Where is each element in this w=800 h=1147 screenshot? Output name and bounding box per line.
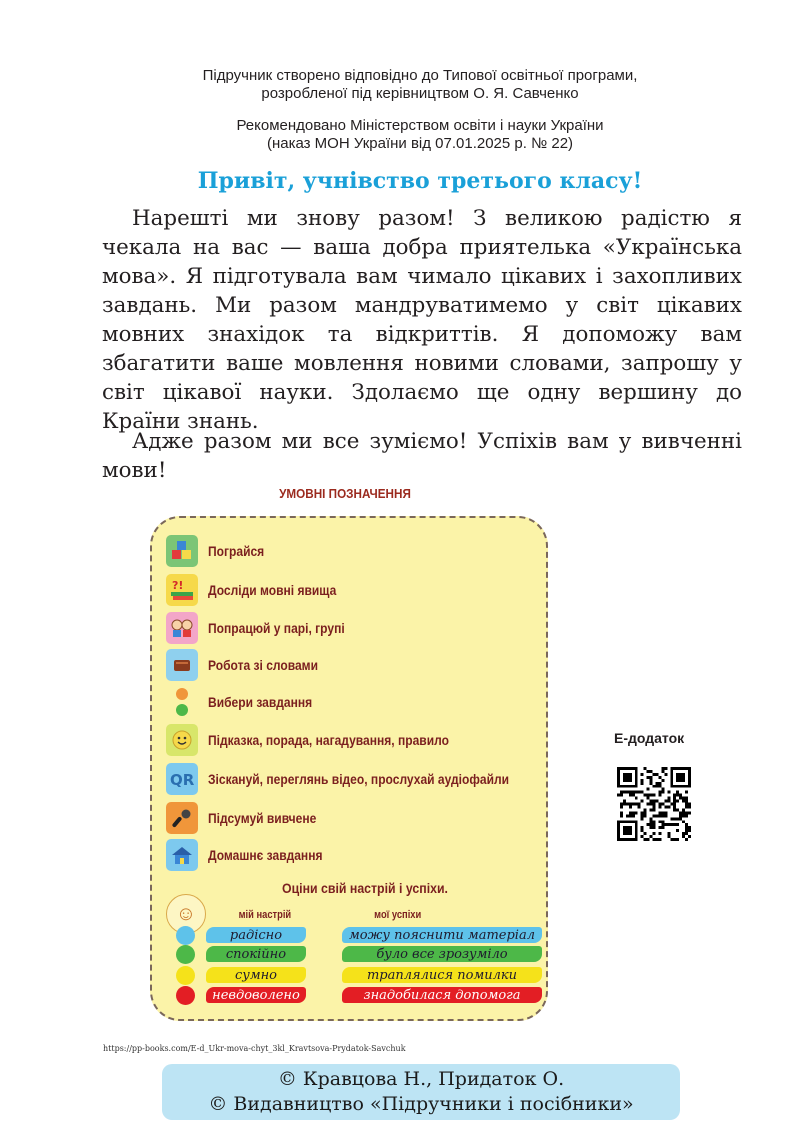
legend-item-label: Зіскануй, переглянь відео, прослухай аудіофайли bbox=[208, 771, 510, 787]
pair-children-icon bbox=[166, 612, 198, 644]
legend-item-summary bbox=[166, 801, 334, 835]
addon-url[interactable]: https://pp-books.com/E-d_Ukr-mova-chyt_3kl_Kravtsova-Prydatok-Savchuk bbox=[103, 1044, 406, 1053]
legend-item-homework bbox=[166, 838, 341, 872]
legend-title: УМОВНІ ПОЗНАЧЕННЯ bbox=[279, 486, 411, 501]
mood-label: радісно bbox=[206, 927, 306, 943]
ministry-note bbox=[100, 117, 740, 153]
intro-paragraph: Нарешті ми знову разом! З великою радістю я чекала на вас — ваша добра приятелька «Українська мова». Я підготувала вам чимало цікавих і захопливих завдань. Ми разом мандруватимемо у світ цікавих мовних знахідок та відкриттів. Я допоможу вам збагатити ваше мовлення новими словами, запрошу у світ цікавої науки. Здолаємо ще одну вершину до Країни знань. bbox=[102, 206, 742, 434]
legend-item-choice bbox=[166, 685, 329, 719]
legend-item-label: Досліди мовні явища bbox=[208, 582, 337, 598]
svg-text:QR: QR bbox=[170, 771, 195, 789]
choice-dots-icon bbox=[166, 688, 198, 716]
success-label: траплялися помилки bbox=[342, 967, 542, 983]
mood-row-sad bbox=[176, 965, 546, 985]
mood-row-joyful bbox=[176, 925, 546, 945]
smiley-face-icon: ☺ bbox=[166, 894, 206, 934]
mood-column-header: мій настрій bbox=[238, 909, 292, 921]
legend-item-pair bbox=[166, 611, 367, 645]
mood-dot bbox=[176, 966, 195, 985]
qr-code-icon[interactable] bbox=[617, 767, 691, 841]
greeting-heading: Привіт, учнівство третього класу! bbox=[197, 168, 643, 194]
qr-scan-icon bbox=[166, 763, 198, 795]
mood-row-unhappy bbox=[176, 985, 546, 1005]
curriculum-note-line2: розробленої під керівництвом О. Я. Савченко bbox=[261, 85, 579, 102]
microphone-icon bbox=[166, 802, 198, 834]
ministry-note-line2: (наказ МОН України від 07.01.2025 р. № 22) bbox=[266, 135, 574, 152]
copyright-publisher: © Видавництво «Підручники і посібники» bbox=[208, 1093, 634, 1115]
mood-dot bbox=[176, 926, 195, 945]
mood-label: сумно bbox=[206, 967, 306, 983]
legend-item-qr bbox=[166, 762, 558, 796]
ministry-note-line1: Рекомендовано Міністерством освіти і науки України bbox=[236, 117, 604, 134]
mood-dot bbox=[176, 986, 195, 1005]
success-label: знадобилася допомога bbox=[342, 987, 542, 1003]
legend-item-label: Пограйся bbox=[208, 543, 265, 559]
play-blocks-icon bbox=[166, 535, 198, 567]
copyright-box bbox=[162, 1064, 680, 1120]
smiley-hint-icon bbox=[166, 724, 198, 756]
curriculum-note-line1: Підручник створено відповідно до Типової освітньої програми, bbox=[202, 67, 638, 84]
mood-label: спокійно bbox=[206, 946, 306, 962]
success-label: було все зрозуміло bbox=[342, 946, 542, 962]
legend-item-label: Підказка, порада, нагадування, правило bbox=[208, 732, 449, 748]
e-addon-label: Е-додаток bbox=[614, 730, 685, 746]
explore-books-icon bbox=[166, 574, 198, 606]
mood-label: невдоволено bbox=[206, 987, 306, 1003]
success-column-header: мої успіхи bbox=[374, 909, 422, 921]
legend-item-label: Попрацюй у парі, групі bbox=[208, 620, 345, 636]
closing-paragraph: Адже разом ми все зуміємо! Успіхів вам у вивченні мови! bbox=[102, 429, 742, 483]
book-words-icon bbox=[166, 649, 198, 681]
legend-item-words bbox=[166, 648, 336, 682]
curriculum-note bbox=[100, 67, 740, 103]
legend-item-label: Підсумуй вивчене bbox=[208, 810, 317, 826]
house-icon bbox=[166, 839, 198, 871]
legend-item-play bbox=[166, 534, 273, 568]
legend-item-explore bbox=[166, 573, 357, 607]
legend-item-label: Робота зі словами bbox=[208, 657, 318, 673]
mood-title: Оціни свій настрій і успіхи. bbox=[282, 880, 448, 896]
mood-dot bbox=[176, 945, 195, 964]
legend-item-hint bbox=[166, 723, 488, 757]
mood-row-calm bbox=[176, 944, 546, 964]
success-label: можу пояснити матеріал bbox=[342, 927, 542, 943]
copyright-authors: © Кравцова Н., Придаток О. bbox=[277, 1068, 565, 1090]
legend-item-label: Вибери завдання bbox=[208, 694, 313, 710]
svg-text:?!: ?! bbox=[172, 579, 184, 592]
legend-item-label: Домашнє завдання bbox=[208, 847, 323, 863]
